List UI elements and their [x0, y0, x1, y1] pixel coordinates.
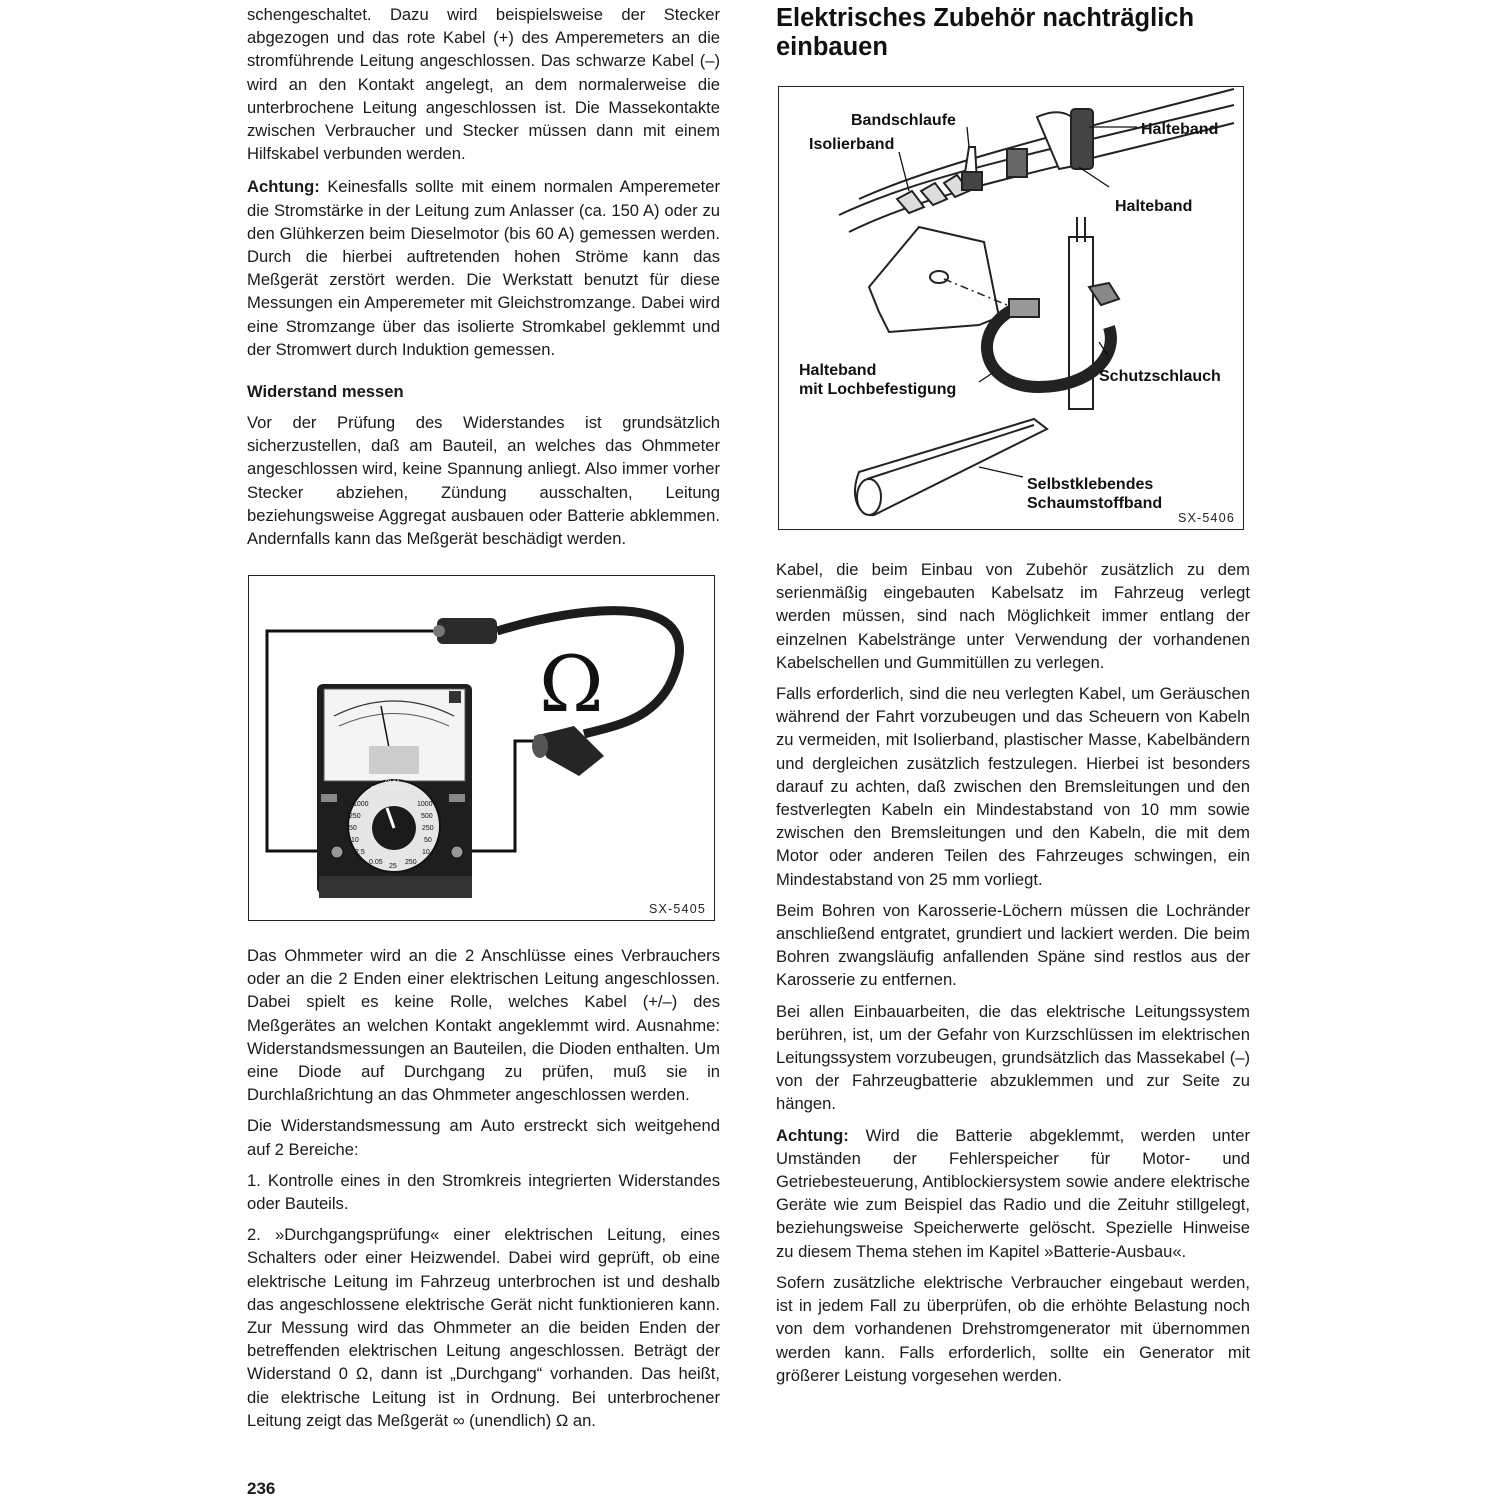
foam-tape — [855, 419, 1047, 515]
cable-clips — [1007, 109, 1093, 177]
accessories-figure — [778, 86, 1244, 530]
jack-right — [451, 846, 463, 858]
label-isolierband: Isolierband — [809, 136, 895, 153]
page-number: 236 — [247, 1479, 276, 1498]
ohmmeter-illustration — [249, 576, 714, 920]
label-schutzschlauch: Schutzschlauch — [1099, 368, 1221, 385]
right-warning-paragraph — [776, 1124, 1250, 1263]
dial-center-label: OHM — [385, 780, 399, 786]
left-top-paragraph: schengeschaltet. Dazu wird beispielsweise der Stecker abgezogen und das rote Kabel (+) des Amperemeters an die stromführende Leitung angeschlossen. Das schwarze Kabel (–) wird an den Kontakt angelegt, an dem normalerweise die unterbrochene Leitung angeschlossen ist. Die Massekontakte zwischen Verbraucher und Stecker müssen dann mit einem Hilfskabel verbunden werden. — [247, 5, 720, 164]
label-halteband-top: Halteband — [1141, 121, 1219, 138]
label-bandschlaufe: Bandschlaufe — [851, 112, 956, 129]
dial-value: 2.5 — [355, 849, 365, 856]
right-paragraph-1: Kabel, die beim Einbau von Zubehör zusätzlich zu dem serienmäßig eingebauten Kabelsatz im Fahrzeug verlegt werden müssen, sind nach Möglichkeit immer entlang der einzelnen Kabelstränge unter Verwendung der vorhandenen Kabelschellen und Gummitüllen zu verlegen. — [776, 560, 1250, 672]
left-paragraph-2: Die Widerstandsmessung am Auto erstreckt sich weitgehend auf 2 Bereiche: — [247, 1116, 720, 1159]
right-paragraph-3: Beim Bohren von Karosserie-Löchern müssen die Lochränder anschließend entgratet, grundiert und lackiert werden. Die beim Bohren zwangsläufig anfallenden Späne sind restlos aus der Karosserie zu entfernen. — [776, 900, 1250, 990]
multimeter — [317, 684, 472, 898]
left-paragraph-3: 1. Kontrolle eines in den Stromkreis integrierten Widerstandes oder Bauteils. — [247, 1170, 720, 1214]
dial-range-label: REICHWEIK — [371, 786, 411, 793]
dial-value: 250 — [349, 813, 361, 820]
resistance-intro: Vor der Prüfung des Widerstandes ist grundsätzlich sicherzustellen, daß am Bauteil, an welches das Ohmmeter angeschlossen wird, keine Spannung anliegt. Also immer vorher Stecker abziehen, Zündung ausschalten, Leitung beziehungsweise Aggregat ausbauen oder Batterie abklemmen. Andernfalls kann das Meßgerät beschädigt werden. — [247, 413, 720, 549]
right-paragraph-4: Bei allen Einbauarbeiten, die das elektrische Leitungssystem berühren, ist, um der Gefahr von Kurzschlüssen im elektrischen Leitungssystem vorzubeugen, grundsätzlich das Massekabel (–) von der Fahrzeugbatterie abzuklemmen und zur Seite zu hängen. — [776, 1001, 1250, 1114]
jack-left — [331, 846, 343, 858]
dial-value: 25 — [389, 863, 397, 870]
left-paragraph-1: Das Ohmmeter wird an die 2 Anschlüsse eines Verbrauchers oder an die 2 Enden einer elektrischen Leitung angeschlossen. Dabei spielt es keine Rolle, welches Kabel (+/–) des Meßgerätes an welchen Kontakt angeklemmt wird. Ausnahme: Widerstandsmessungen an Bauteilen, die Dioden enthalten. Um eine Diode auf Durchgang zu prüfen, muß sie in Durchlaßrichtung an das Ohmmeter angeschlossen werden. — [247, 946, 720, 1105]
label-halteband-loch-1: Halteband — [799, 362, 877, 379]
label-halteband-mid: Halteband — [1115, 198, 1193, 215]
ohmmeter-figure — [248, 575, 715, 921]
left-warning-paragraph — [247, 175, 720, 361]
dial-value: 50 — [349, 825, 357, 832]
dial-value: 1000 — [417, 801, 433, 808]
warning-text: Keinesfalls sollte mit einem normalen Amperemeter die Stromstärke in der Leitung zum Anlasser (ca. 150 A) oder zu den Glühkerzen beim Dieselmotor (bis 60 A) gemessen werden. Durch die hierbei auftretenden hohen Ströme kann das Meßgerät zerstört werden. Die Werkstatt benutzt für diese Messungen ein Amperemeter mit Gleichstromzange. Dabei wird eine Stromzange über das isolierte Stromkabel geklemmt und der Stromwert durch Induktion gemessen. — [247, 177, 720, 359]
plug-connector-top — [437, 618, 497, 644]
dial-value: 50 — [424, 837, 432, 844]
dial-value: 250 — [422, 825, 434, 832]
right-last-paragraph: Sofern zusätzliche elektrische Verbraucher eingebaut werden, ist in jedem Fall zu überprüfen, ob die erhöhte Belastung noch von dem vorhandenen Drehstromgenerator mit übernommen werden kann. Falls erforderlich, sollte ein Generator mit größerer Leistung vorgesehen werden. — [776, 1272, 1250, 1385]
cable-fixing-illustration — [779, 87, 1243, 529]
dial-value: 500 — [421, 813, 433, 820]
label-selbstklebend-2: Schaumstoffband — [1027, 495, 1163, 512]
left-paragraph-4: 2. »Durchgangsprüfung« einer elektrischen Leitung, eines Schalters oder einer Heizwendel. Dabei wird geprüft, ob eine elektrische Leitung im Fahrzeug unterbrochen ist und deshalb das angeschlossene elektrische Gerät nicht funktionieren kann. Zur Messung wird das Ohmmeter an die beiden Enden der betreffenden elektrischen Leitung angeschlossen. Beträgt der Widerstand 0 Ω, dann ist „Durchgang“ vorhanden. Das heißt, die elektrische Leitung ist in Ordnung. Bei unterbrochener Leitung zeigt das Meßgerät ∞ (unendlich) Ω an. — [247, 1225, 720, 1430]
figure-code-left: SX-5405 — [648, 902, 706, 916]
section-heading: Elektrisches Zubehör nachträglich einbauen — [776, 4, 1195, 61]
dial-value: 1000 — [353, 801, 369, 808]
dial-value: 0.05 — [369, 859, 383, 866]
figure-code-right: SX-5406 — [1177, 511, 1235, 525]
warning-label: Achtung: — [247, 177, 320, 197]
dial-value: 10 — [422, 849, 430, 856]
label-selbstklebend-1: Selbstklebendes — [1027, 476, 1154, 493]
label-halteband-loch-2: mit Lochbefestigung — [799, 381, 957, 398]
strap-loop — [962, 147, 982, 190]
right-warning-label: Achtung: — [776, 1125, 849, 1145]
omega-symbol: Ω — [539, 640, 604, 730]
right-paragraph-2: Falls erforderlich, sind die neu verlegten Kabel, um Geräuschen während der Fahrt vorzubeugen und das Scheuern von Kabeln zu vermeiden, mit Isolierband, plastischer Masse, Kabelbändern und dergleichen zusätzlich festzulegen. Hierbei ist besonders darauf zu achten, daß zwischen den Bremsleitungen und den festverlegten Kabeln ein Mindestabstand von 10 mm sowie zwischen den Bremsleitungen und den Kabeln, die mit dem Motor oder anderen Teilen des Fahrzeuges schwingen, ein Mindestabstand von 25 mm vorliegt. — [776, 684, 1250, 889]
right-warning-text: Wird die Batterie abgeklemmt, werden unter Umständen der Fehlerspeicher für Motor- und Getriebesteuerung, Antiblockiersystem sowie andere elektrische Geräte wie zum Beispiel das Radio und die Zeituhr stillgelegt, beziehungsweise Speicherwerte gelöscht. Spezielle Hinweise zu diesem Thema stehen im Kapitel »Batterie-Ausbau«. — [776, 1125, 1250, 1261]
subheading-widerstand: Widerstand messen — [247, 382, 404, 401]
dial-value: 250 — [405, 859, 417, 866]
dial-value: 10 — [351, 837, 359, 844]
